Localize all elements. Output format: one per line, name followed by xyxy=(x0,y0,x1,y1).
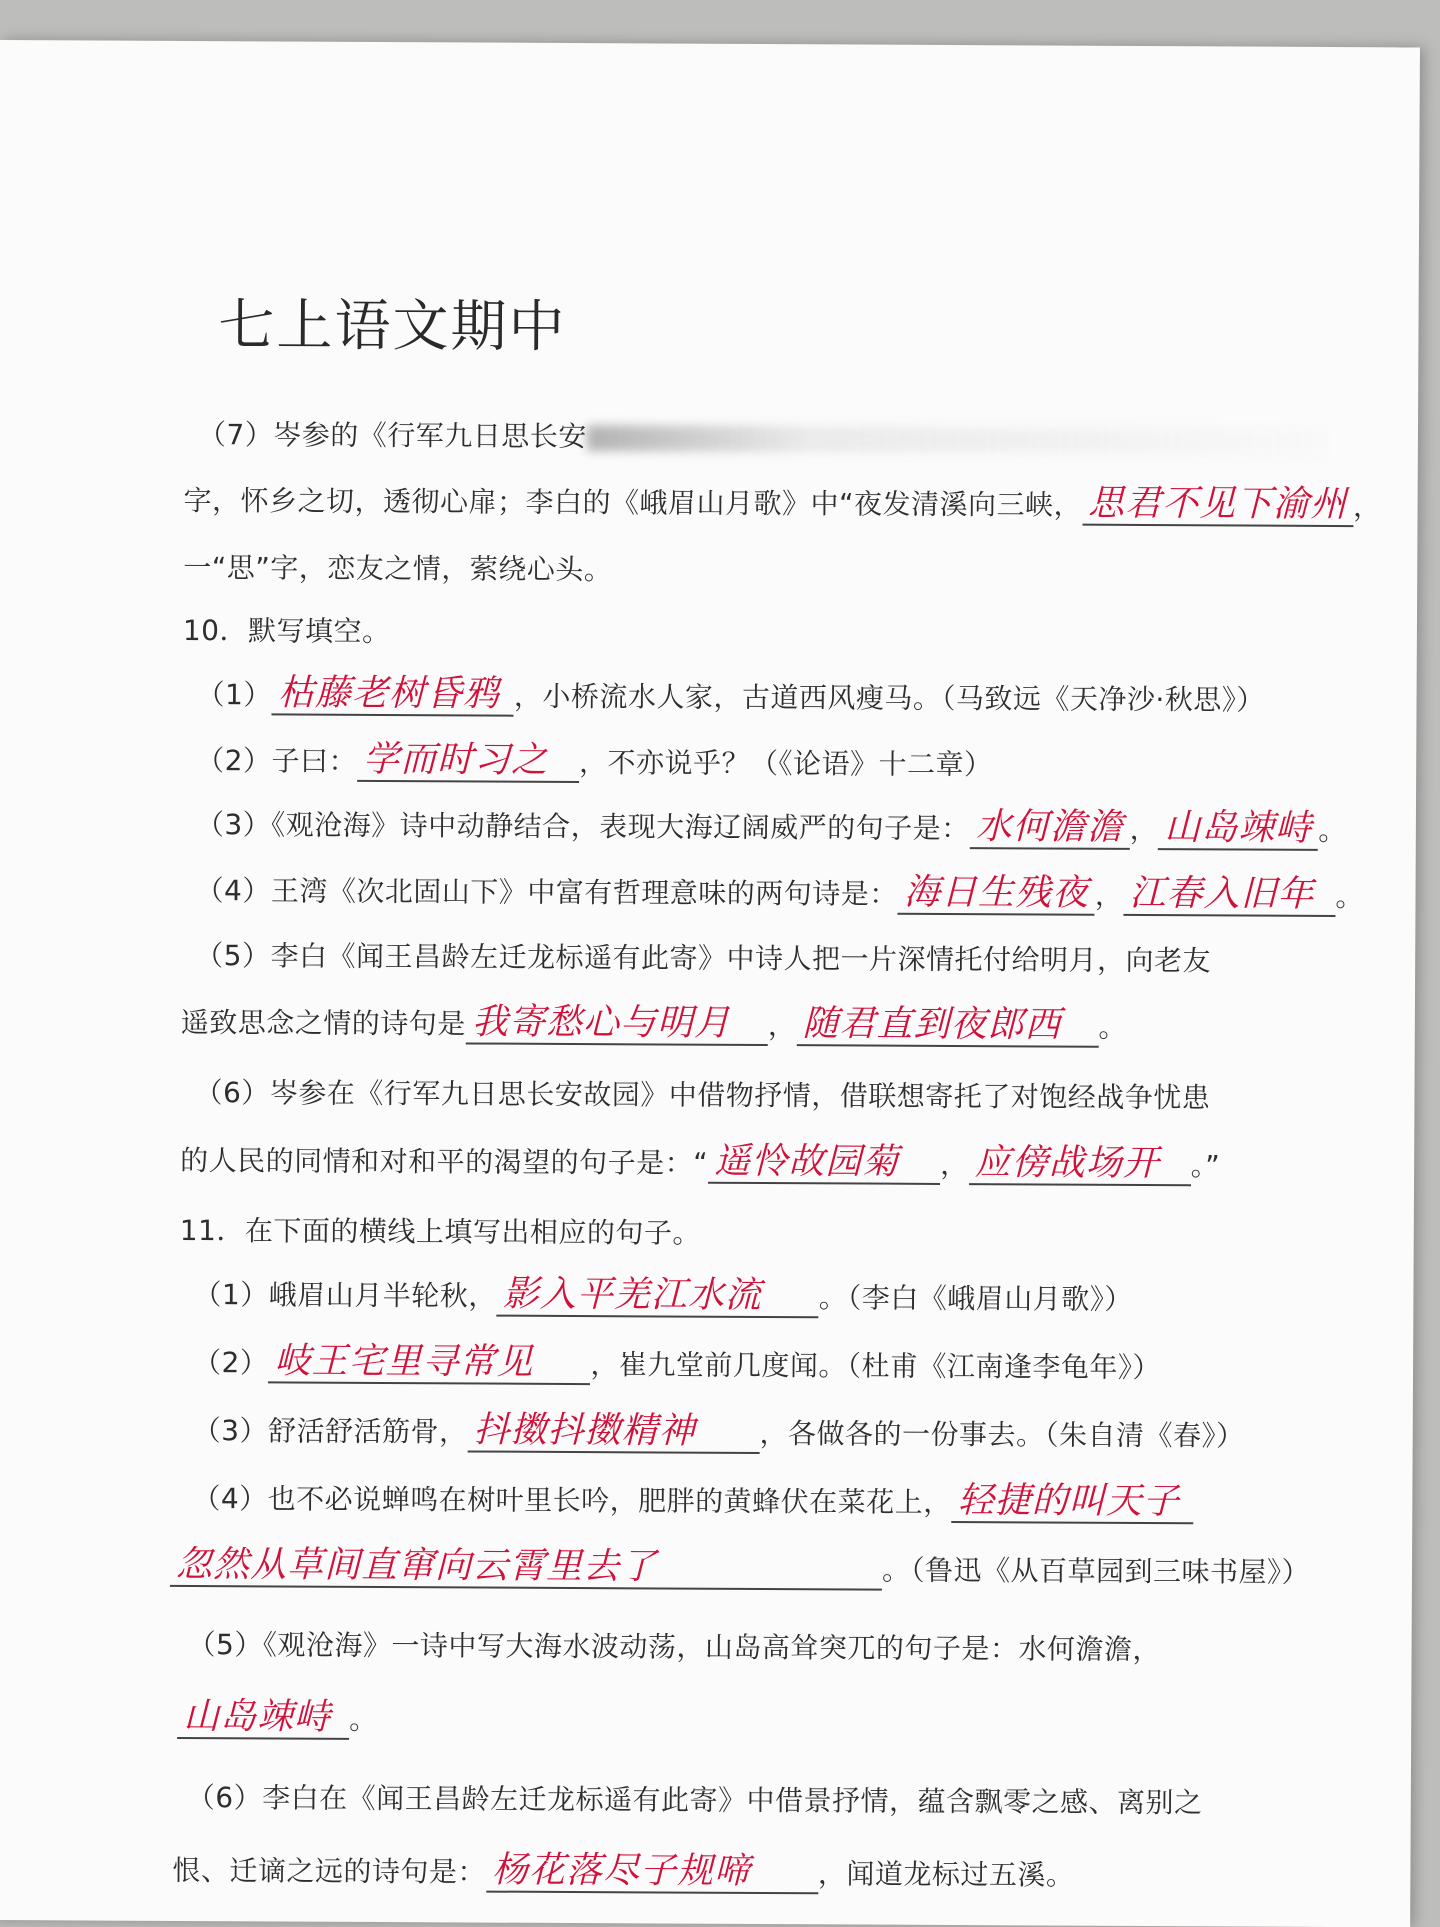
q11-item-6-line-1: （6）李白在《闻王昌龄左迁龙标遥有此寄》中借景抒情，蕴含飘零之感、离别之 xyxy=(186,1781,1203,1820)
answer-handwritten: 海日生残夜 xyxy=(898,873,1095,916)
q10-item-1: （1） 枯藤老树昏鸦 ，小桥流水人家，古道西风瘦马。（马致远《天净沙·秋思》） xyxy=(196,672,1265,717)
answer-handwritten: 杨花落尽子规啼 xyxy=(486,1851,818,1895)
q10-item-6-line-2: 的人民的同情和对和平的渴望的句子是：“ 遥怜故园菊 ， 应傍战场开 。” xyxy=(180,1139,1220,1186)
answer-handwritten: 枯藤老树昏鸦 xyxy=(272,673,514,716)
q7-line-2: 字，怀乡之切，透彻心扉；李白的《峨眉山月歌》中“夜发清溪向三峡， 思君不见下渝州 ， xyxy=(183,479,1381,527)
answer-handwritten: 岐王宅里寻常见 xyxy=(268,1341,590,1385)
worksheet-paper xyxy=(0,40,1420,1927)
q11-item-2: （2） 岐王宅里寻常见 ，崔九堂前几度闻。（杜甫《江南逢李龟年》） xyxy=(192,1340,1161,1385)
q10-item-2: （2）子曰： 学而时习之 ，不亦说乎？（《论语》十二章） xyxy=(196,738,993,782)
answer-handwritten: 思君不见下渝州 xyxy=(1082,484,1353,527)
answer-handwritten: 水何澹澹 xyxy=(970,807,1130,850)
answer-handwritten: 抖擞抖擞精神 xyxy=(467,1410,759,1454)
q10-heading: 10．默写填空。 xyxy=(182,613,391,649)
q10-item-5-line-1: （5）李白《闻王昌龄左迁龙标遥有此寄》中诗人把一片深情托付给明月，向老友 xyxy=(195,939,1212,978)
q11-item-3: （3）舒活舒活筋骨， 抖擞抖擞精神 ，各做各的一份事去。（朱自清《春》） xyxy=(192,1409,1245,1453)
answer-handwritten: 我寄愁心与明月 xyxy=(466,1002,768,1046)
page-title: 七上语文期中 xyxy=(218,293,567,360)
q10-item-4: （4）王湾《次北固山下》中富有哲理意味的两句诗是： 海日生残夜 ， 江春入旧年 。 xyxy=(195,869,1364,917)
answer-handwritten: 随君直到夜郎西 xyxy=(796,1004,1098,1048)
q11-item-4-line-2: 忽然从草间直窜向云霄里去了 。（鲁迅《从百草园到三味书屋》） xyxy=(170,1545,1310,1593)
q10-item-3: （3）《观沧海》诗中动静结合，表现大海辽阔威严的句子是： 水何澹澹 ， 山岛竦峙 。 xyxy=(196,803,1347,851)
answer-handwritten: 山岛竦峙 xyxy=(177,1697,349,1740)
answer-handwritten: 应傍战场开 xyxy=(969,1143,1191,1186)
answer-handwritten: 遥怜故园菊 xyxy=(708,1142,940,1185)
q11-item-4-line-1: （4）也不必说蝉鸣在树叶里长吟，肥胖的黄蜂伏在菜花上， 轻捷的叫天子 xyxy=(192,1477,1194,1524)
q11-item-5-line-2: 山岛竦峙 。 xyxy=(177,1697,378,1740)
q11-item-6-line-2: 恨、迁谪之远的诗句是： 杨花落尽子规啼 ，闻道龙标过五溪。 xyxy=(172,1849,1074,1896)
redacted-blur xyxy=(587,425,1327,455)
q10-item-5-line-2: 遥致思念之情的诗句是 我寄愁心与明月 ， 随君直到夜郎西 。 xyxy=(181,1001,1127,1048)
answer-handwritten: 山岛竦峙 xyxy=(1158,808,1318,851)
q10-item-6-line-1: （6）岑参在《行军九日思长安故园》中借物抒情，借联想寄托了对饱经战争忧患 xyxy=(194,1076,1211,1115)
answer-handwritten: 轻捷的叫天子 xyxy=(952,1481,1194,1524)
answer-handwritten: 学而时习之 xyxy=(357,740,579,783)
q7-line-1: （7）岑参的《行军九日思长安 xyxy=(198,413,1327,459)
q11-heading: 11．在下面的横线上填写出相应的句子。 xyxy=(179,1213,701,1250)
answer-handwritten: 影入平羌江水流 xyxy=(497,1275,819,1319)
q7-line-3: 一“思”字，恋友之情，萦绕心头。 xyxy=(183,550,613,587)
answer-handwritten: 忽然从草间直窜向云霄里去了 xyxy=(170,1545,882,1591)
q11-item-1: （1）峨眉山月半轮秋， 影入平羌江水流 。（李白《峨眉山月歌》） xyxy=(193,1273,1133,1320)
answer-handwritten: 江春入旧年 xyxy=(1123,874,1335,917)
q11-item-5-line-1: （5）《观沧海》一诗中写大海水波动荡，山岛高耸突兀的句子是：水何澹澹， xyxy=(187,1628,1162,1667)
